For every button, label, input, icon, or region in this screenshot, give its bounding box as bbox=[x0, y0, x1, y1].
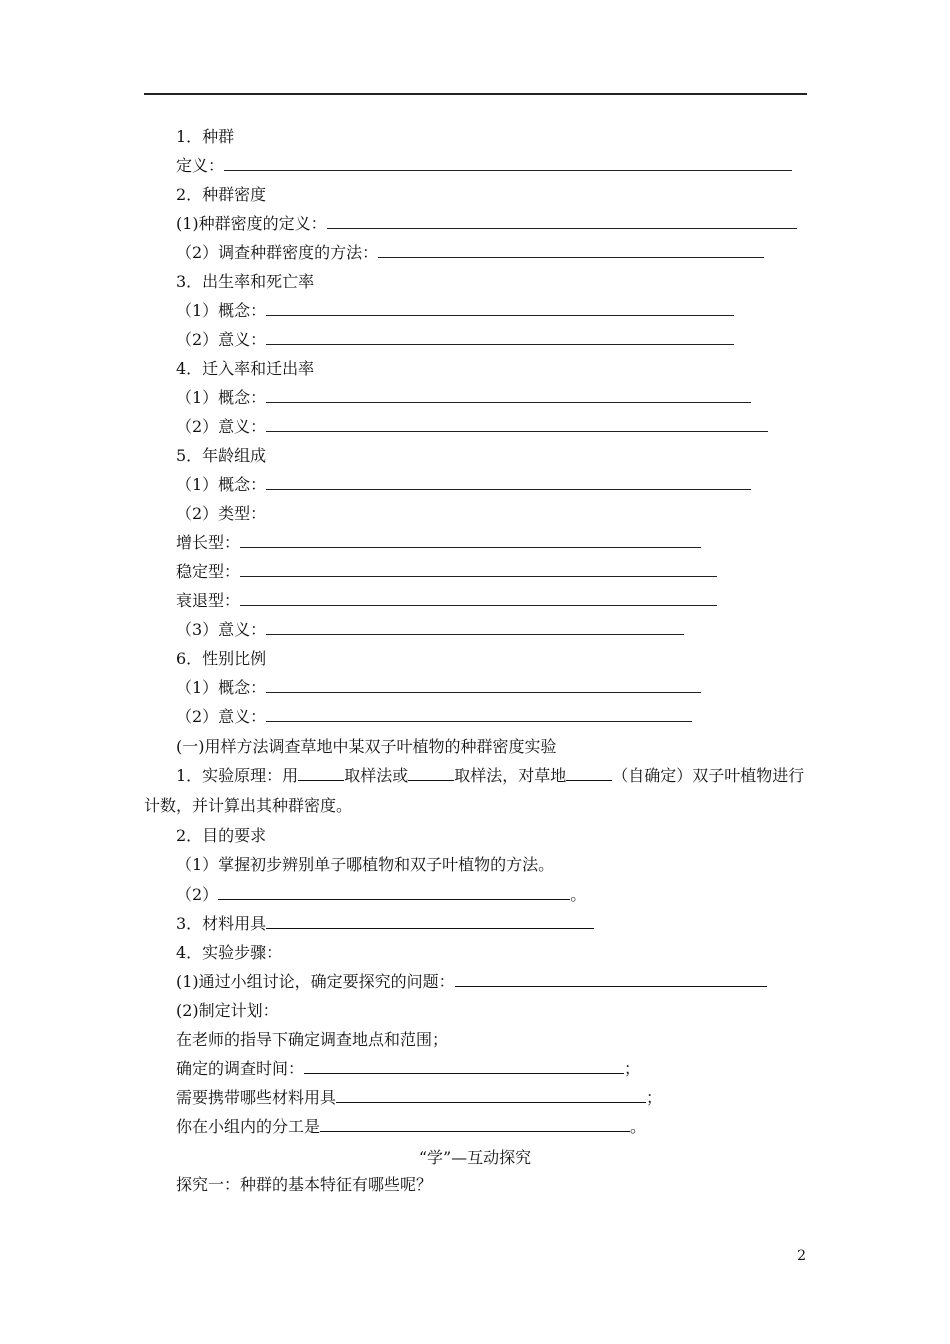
header-rule bbox=[144, 93, 807, 95]
blank-field[interactable] bbox=[266, 677, 701, 693]
blank-field[interactable] bbox=[266, 300, 734, 316]
growth-type-line: 增长型： bbox=[176, 532, 701, 554]
heading-age-structure: 5．年龄组成 bbox=[176, 446, 267, 465]
heading-density: 2．种群密度 bbox=[176, 185, 267, 204]
density-definition-line: (1)种群密度的定义： bbox=[176, 213, 797, 235]
blank-field[interactable] bbox=[266, 387, 751, 403]
age-types-label: （2）类型： bbox=[176, 504, 267, 523]
sex-meaning-line: （2）意义： bbox=[176, 706, 692, 728]
blank-field[interactable] bbox=[240, 532, 701, 548]
page-number: 2 bbox=[797, 1248, 806, 1264]
step-plan-label: (2)制定计划： bbox=[176, 1001, 279, 1020]
blank-field[interactable] bbox=[266, 474, 751, 490]
migration-meaning-line: （2）意义： bbox=[176, 416, 768, 438]
blank-field[interactable] bbox=[266, 619, 684, 635]
migration-concept-line: （1）概念： bbox=[176, 387, 751, 409]
section-title: “学”—互动探究 bbox=[418, 1148, 532, 1167]
plan-time-line: 确定的调查时间： ； bbox=[176, 1059, 641, 1078]
birth-concept-line: （1）概念： bbox=[176, 300, 734, 322]
heading-population: 1．种群 bbox=[176, 127, 235, 146]
blank-field[interactable] bbox=[455, 971, 767, 987]
blank-field[interactable] bbox=[566, 765, 612, 781]
blank-field[interactable] bbox=[266, 706, 692, 722]
heading-birth-death: 3．出生率和死亡率 bbox=[176, 272, 315, 291]
goal-two-line: （2） 。 bbox=[176, 885, 587, 904]
plan-location: 在老师的指导下确定调查地点和范围； bbox=[176, 1030, 449, 1049]
blank-field[interactable] bbox=[327, 213, 797, 229]
experiment-title: (一)用样方法调查草地中某双子叶植物的种群密度实验 bbox=[176, 737, 557, 756]
sex-concept-line: （1）概念： bbox=[176, 677, 701, 699]
heading-sex-ratio: 6．性别比例 bbox=[176, 649, 267, 668]
inquiry-one: 探究一：种群的基本特征有哪些呢？ bbox=[176, 1175, 433, 1194]
density-method-line: （2）调查种群密度的方法： bbox=[176, 242, 764, 264]
plan-materials-line: 需要携带哪些材料用具 ； bbox=[176, 1088, 663, 1107]
definition-line: 定义： bbox=[176, 155, 792, 177]
heading-migration: 4．迁入率和迁出率 bbox=[176, 359, 315, 378]
principle-continuation: 计数，并计算出其种群密度。 bbox=[144, 796, 353, 815]
age-meaning-line: （3）意义： bbox=[176, 619, 684, 641]
blank-field[interactable] bbox=[320, 1116, 630, 1132]
stable-type-line: 稳定型： bbox=[176, 561, 717, 583]
blank-field[interactable] bbox=[224, 155, 792, 171]
blank-field[interactable] bbox=[240, 561, 717, 577]
blank-field[interactable] bbox=[336, 1087, 646, 1103]
step-question-line: (1)通过小组讨论，确定要探究的问题： bbox=[176, 971, 767, 993]
plan-division-line: 你在小组内的分工是 。 bbox=[176, 1117, 647, 1136]
blank-field[interactable] bbox=[266, 913, 594, 929]
blank-field[interactable] bbox=[240, 590, 717, 606]
blank-field[interactable] bbox=[378, 242, 764, 258]
age-concept-line: （1）概念： bbox=[176, 474, 751, 496]
blank-field[interactable] bbox=[408, 765, 454, 781]
blank-field[interactable] bbox=[304, 1058, 624, 1074]
principle-line: 1．实验原理：用 取样法或 取样法，对草地 （自确定）双子叶植物进行 bbox=[176, 766, 805, 785]
heading-steps: 4．实验步骤： bbox=[176, 943, 283, 962]
birth-meaning-line: （2）意义： bbox=[176, 329, 734, 351]
blank-field[interactable] bbox=[266, 329, 734, 345]
heading-goals: 2．目的要求 bbox=[176, 826, 267, 845]
blank-field[interactable] bbox=[218, 884, 570, 900]
blank-field[interactable] bbox=[266, 416, 768, 432]
materials-line: 3．材料用具 bbox=[176, 913, 594, 935]
decline-type-line: 衰退型： bbox=[176, 590, 717, 612]
blank-field[interactable] bbox=[298, 765, 344, 781]
goal-one: （1）掌握初步辨别单子哪植物和双子叶植物的方法。 bbox=[176, 855, 555, 874]
